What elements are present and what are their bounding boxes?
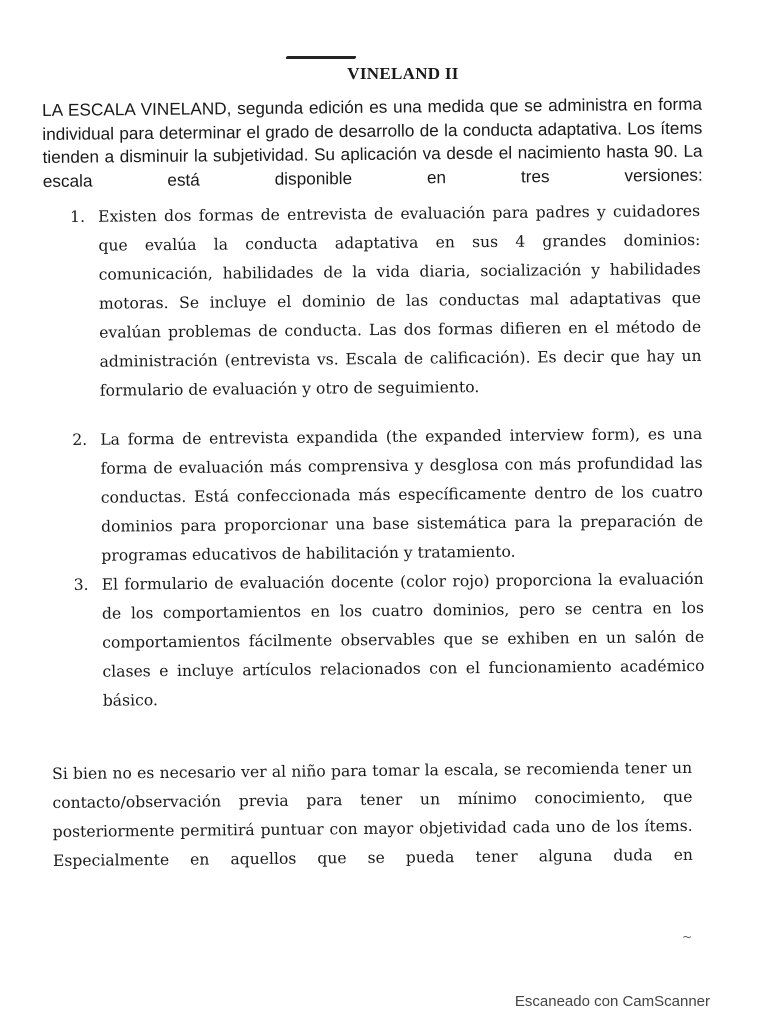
list-item-text: El formulario de evaluación docente (color rojo) proporciona la evaluación de los comportamientos en los cuatro dominios, pero se centra en los comportamientos fácilmente observables que se exhiben en un salón de clases e incluye artículos relacionados con el funcionamiento académico básico. bbox=[101, 569, 705, 710]
list-item-number: 1. bbox=[70, 207, 86, 226]
intro-paragraph: LA ESCALA VINELAND, segunda edición es una medida que se administra en forma individual para determinar el grado de desarrollo de la conducta adaptativa. Los ítems tienden a disminuir la subjetividad. Su aplicación va desde el nacimiento hasta 90. La escala está disponible en tres versiones: bbox=[42, 93, 703, 191]
top-rule-mark bbox=[285, 56, 356, 59]
list-item-text: Existen dos formas de entrevista de evaluación para padres y cuidadores que evalúa la conducta adaptativa en sus 4 grandes dominios: comunicación, habilidades de la vida diaria, socialización y habilidades motoras. Se incluye el dominio de las conductas mal adaptativas que evalúan problemas de conducta. Las dos formas difieren en el método de administración (entrevista vs. Escala de calificación). Es decir que hay un formulario de evaluación y otro de seguimiento. bbox=[98, 201, 702, 400]
list-item bbox=[70, 197, 702, 406]
list-item-number: 3. bbox=[73, 575, 89, 594]
list-item-text: La forma de entrevista expandida (the expanded interview form), es una forma de evaluación más comprensiva y desglosa con más profundidad las conductas. Está confeccionada más específicamente dentro de los cuatro dominios para proporcionar una base sistemática para la preparación de programas educativos de habilitación y tratamiento. bbox=[100, 424, 704, 565]
list-item bbox=[74, 565, 705, 716]
list-item-number: 2. bbox=[72, 430, 88, 449]
closing-paragraph: Si bien no es necesario ver al niño para tomar la escala, se recomienda tener un contacto/observación previa para tener un mínimo conocimiento, que posteriormente permitirá puntuar con mayor objetividad cada uno de los ítems. Especialmente en aquellos que se pueda tener alguna duda en bbox=[52, 758, 694, 870]
list-item bbox=[72, 420, 703, 571]
versions-list bbox=[70, 197, 705, 716]
document-title: VINELAND II bbox=[347, 64, 459, 83]
scanner-watermark: Escaneado con CamScanner bbox=[514, 993, 710, 1010]
page-mark: ~ bbox=[682, 930, 693, 944]
